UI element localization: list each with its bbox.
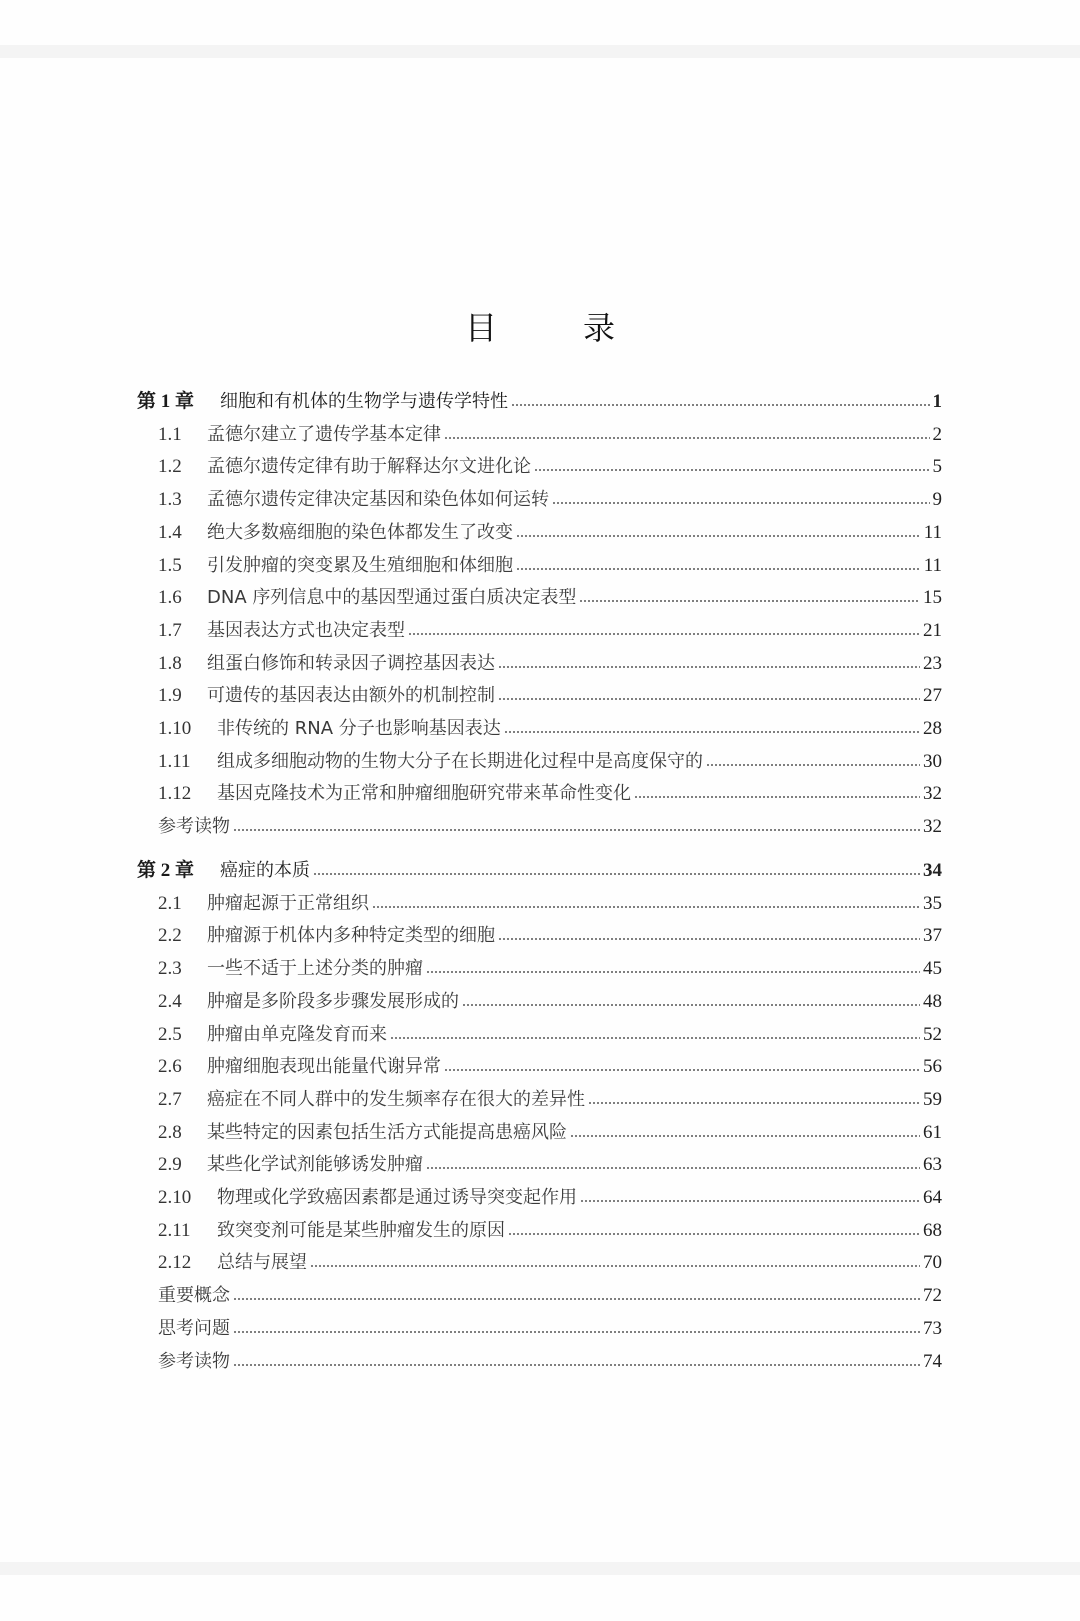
page-number: 28 [923,718,942,739]
section-number: 2.1 [158,892,182,914]
section-number: 2.5 [158,1023,182,1045]
dot-leader [390,1037,920,1039]
title-char-2: 录 [583,309,616,347]
toc-section-1-6[interactable] [158,582,942,614]
section-number: 2.8 [158,1121,182,1143]
section-title: 某些化学试剂能够诱发肿瘤 [207,1154,423,1176]
page-number: 9 [932,489,942,511]
dot-leader [570,1135,920,1137]
dot-leader [588,1102,920,1104]
toc-section-1-8[interactable] [158,648,942,680]
section-title: 总结与展望 [217,1252,307,1274]
section-title: 孟德尔遗传定律有助于解释达尔文进化论 [207,456,531,478]
section-title: 可遗传的基因表达由额外的机制控制 [207,685,495,707]
toc-section-2-3[interactable] [158,953,942,985]
page-number: 27 [923,685,942,707]
section-number: 1.11 [158,750,191,772]
dot-leader [498,938,920,940]
toc-section-2-12[interactable] [158,1247,942,1279]
toc-section-2-11[interactable] [158,1215,942,1247]
section-title: 孟德尔遗传定律决定基因和染色体如何运转 [207,489,549,511]
section-number: 2.11 [158,1219,191,1241]
toc-section-2-2[interactable] [158,920,942,952]
toc-section-2-1[interactable] [158,888,942,920]
toc-section-1-3[interactable] [158,484,942,516]
toc-section-1-9[interactable] [158,680,942,712]
page-number: 52 [923,1023,942,1045]
dot-leader [498,666,920,668]
dot-leader [426,1167,920,1169]
page-number: 2 [932,423,942,445]
dot-leader [508,1233,920,1235]
dot-leader [579,600,920,602]
dot-leader [498,698,920,700]
page-number: 56 [923,1056,942,1078]
page-number: 48 [923,990,942,1012]
extra-title: 重要概念 [158,1285,230,1307]
section-title: 某些特定的因素包括生活方式能提高患癌风险 [207,1121,567,1143]
page-number: 1 [932,391,942,412]
toc-section-2-10[interactable] [158,1182,942,1214]
section-number: 2.9 [158,1154,182,1176]
toc-section-1-10[interactable] [158,713,942,745]
title-char-1: 目 [464,309,497,347]
dot-leader [511,404,930,406]
toc-section-2-5[interactable] [158,1019,942,1051]
toc-section-1-1[interactable] [158,419,942,451]
section-number: 1.12 [158,783,192,805]
section-number: 2.3 [158,958,182,980]
page-number: 30 [923,750,942,772]
section-title: 肿瘤起源于正常组织 [207,892,369,914]
toc-section-2-4[interactable] [158,986,942,1018]
section-number: 1.8 [158,652,182,674]
section-number: 2.2 [158,925,182,947]
bottom-page-gap [0,1562,1080,1575]
section-number: 1.9 [158,685,182,707]
chapter-title: 癌症的本质 [220,860,310,881]
section-title: 孟德尔建立了遗传学基本定律 [207,423,441,445]
page-number: 59 [923,1088,942,1110]
section-title: 基因克隆技术为正常和肿瘤细胞研究带来革命性变化 [217,783,631,805]
page-number: 11 [923,554,942,576]
section-title: 组成多细胞动物的生物大分子在长期进化过程中是高度保守的 [217,750,703,772]
toc-section-1-4[interactable] [158,517,942,549]
dot-leader [552,502,930,504]
section-number: 1.10 [158,718,192,739]
section-number: 2.6 [158,1056,182,1078]
section-title: 肿瘤是多阶段多步骤发展形成的 [207,990,459,1012]
toc-section-1-7[interactable] [158,615,942,647]
toc-ch2-references[interactable] [158,1346,942,1378]
section-number: 2.4 [158,990,182,1012]
page-number: 5 [932,456,942,478]
dot-leader [313,873,920,875]
dot-leader [516,535,921,537]
page-number: 45 [923,958,942,980]
page-number: 37 [923,925,942,947]
toc-section-2-8[interactable] [158,1117,942,1149]
page-number: 72 [923,1285,942,1307]
dot-leader [516,568,921,570]
extra-title: 思考问题 [158,1317,230,1339]
extra-title: 参考读物 [158,1350,230,1372]
chapter-label: 第 2 章 [137,860,195,881]
section-title: 非传统的 RNA 分子也影响基因表达 [217,718,501,739]
toc-section-1-5[interactable] [158,550,942,582]
section-title: 绝大多数癌细胞的染色体都发生了改变 [207,521,513,543]
section-number: 2.12 [158,1252,192,1274]
section-title: 致突变剂可能是某些肿瘤发生的原因 [217,1219,505,1241]
dot-leader [534,469,930,471]
dot-leader [233,1331,920,1333]
page-number: 23 [923,652,942,674]
section-title: 基因表达方式也决定表型 [207,619,405,641]
page-number: 21 [923,619,942,641]
section-number: 1.7 [158,619,182,641]
section-number: 1.6 [158,587,182,609]
page-number: 61 [923,1121,942,1143]
dot-leader [706,764,920,766]
dot-leader [462,1004,920,1006]
page-number: 11 [923,521,942,543]
toc-section-2-9[interactable] [158,1149,942,1181]
page-number: 63 [923,1154,942,1176]
section-title: 物理或化学致癌因素都是通过诱导突变起作用 [217,1187,577,1208]
dot-leader [408,633,920,635]
page-number: 73 [923,1317,942,1339]
toc-ch2-questions[interactable] [158,1313,942,1345]
page-number: 68 [923,1219,942,1241]
toc-section-1-11[interactable] [158,746,942,778]
toc-ch2-key-concepts[interactable] [158,1280,942,1312]
dot-leader [233,1364,920,1366]
toc-ch1-references[interactable] [158,811,942,843]
chapter-title: 细胞和有机体的生物学与遗传学特性 [220,391,508,412]
toc-section-1-2[interactable] [158,451,942,483]
top-page-gap [0,45,1080,58]
page-number: 64 [923,1187,942,1208]
section-number: 2.10 [158,1187,192,1208]
dot-leader [444,437,930,439]
page-number: 32 [923,816,942,838]
section-title: 肿瘤细胞表现出能量代谢异常 [207,1056,441,1078]
dot-leader [504,731,920,733]
dot-leader [444,1069,920,1071]
section-title: 肿瘤源于机体内多种特定类型的细胞 [207,925,495,947]
section-title: 一些不适于上述分类的肿瘤 [207,958,423,980]
dot-leader [233,829,920,831]
dot-leader [310,1265,920,1267]
section-title: 癌症在不同人群中的发生频率存在很大的差异性 [207,1088,585,1110]
section-title: 引发肿瘤的突变累及生殖细胞和体细胞 [207,554,513,576]
page-number: 15 [923,587,942,609]
chapter-label: 第 1 章 [137,391,195,412]
extra-title: 参考读物 [158,816,230,838]
page-number: 35 [923,892,942,914]
toc-section-1-12[interactable] [158,778,942,810]
toc-section-2-7[interactable] [158,1084,942,1116]
section-title: 组蛋白修饰和转录因子调控基因表达 [207,652,495,674]
page-number: 70 [923,1252,942,1274]
section-number: 1.4 [158,521,182,543]
page-title [0,306,1080,350]
section-title: 肿瘤由单克隆发育而来 [207,1023,387,1045]
toc-chapter-1[interactable] [137,386,942,418]
page-number: 34 [923,860,942,881]
page-number: 74 [923,1350,942,1372]
toc-section-2-6[interactable] [158,1051,942,1083]
section-number: 1.5 [158,554,182,576]
dot-leader [634,796,920,798]
page-number: 32 [923,783,942,805]
dot-leader [426,971,920,973]
toc-chapter-2[interactable] [137,855,942,887]
dot-leader [580,1200,920,1202]
section-number: 2.7 [158,1088,182,1110]
dot-leader [372,906,920,908]
dot-leader [233,1298,920,1300]
section-number: 1.3 [158,489,182,511]
section-number: 1.1 [158,423,182,445]
section-number: 1.2 [158,456,182,478]
section-title: DNA 序列信息中的基因型通过蛋白质决定表型 [207,587,577,609]
